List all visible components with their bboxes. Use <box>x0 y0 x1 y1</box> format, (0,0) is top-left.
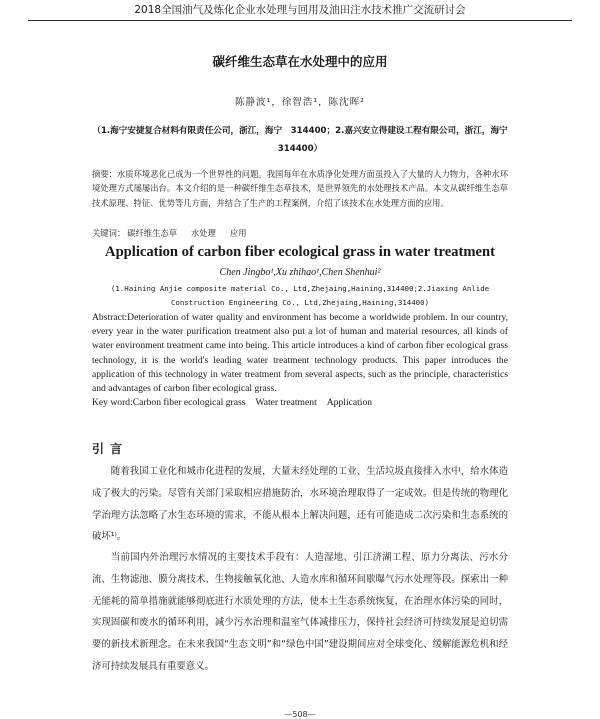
en-abstract: Abstract:Deterioration of water quality and environment has become a worldwide problem. In our country, every year in the water purification treatment also put a lot of human and material resources, all kinds of water environment treatment came into being. This article introduces a kind of carbon fiber ecological grass technology, it is the world's leading water treatment technology products. This paper introduces the application of this technology in water treatment from several aspects, such as the principle, characteristics and advantages of carbon fiber ecological grass. <box>92 312 508 395</box>
en-keywords <box>92 396 508 410</box>
en-authors: Chen Jingbo¹,Xu zhihao¹,Chen Shenhui² <box>219 267 381 278</box>
cn-abstract: 摘要：水质环境恶化已成为一个世界性的问题。我国每年在水质净化处理方面虽投入了大量的人力物力，各种水环境处理方式屡屡出台。本文介绍的是一种碳纤维生态草技术，是世界领先的水处理技术产品。本文从碳纤维生态草技术原理、特征、优势等几方面，并结合了生产的工程案例，介绍了该技术在水处理方面的应用。 <box>92 169 508 208</box>
cn-keyword: 碳纤维生态草 <box>127 228 177 238</box>
cn-affiliation: （1.海宁安捷复合材料有限责任公司，浙江，海宁 314400；2.嘉兴安立得建设工程有限公司，浙江，海宁 314400） <box>92 126 517 154</box>
body-paragraph: 当前国内外治理污水情况的主要技术手段有：人造湿地、引江济湖工程、原力分离法、污水分流、生物滤池、膜分离技术、生物接触氧化池、人造水库和循环间歇曝气污水处理等段。探索出一种无能耗的简单措施就能够彻底进行水质处理的方法，使本土生态系统恢复，在治理水体污染的同时，实现固碳和废水的循环利用，减少污水治理和温室气体减排压力，保持社会经济可持续发展是迫切需要的新技术新理念。在未来我国“生态文明”和“绿色中国”建设期间应对全球变化、缓解能源危机和经济可持续发展具有重要意义。 <box>92 552 508 672</box>
en-keyword: Application <box>326 397 373 408</box>
section-title: 引言 <box>92 442 129 456</box>
cn-title: 碳纤维生态草在水处理中的应用 <box>212 54 388 69</box>
en-keywords-label: Key word: <box>92 397 133 408</box>
page-header: 2018全国油气及炼化企业水处理与回用及油田注水技术推广交流研讨会 <box>28 2 572 21</box>
cn-keywords-label: 关键词： <box>92 228 126 238</box>
cn-keywords <box>92 226 508 240</box>
en-title: Application of carbon fiber ecological grass in water treatment <box>105 244 495 260</box>
body-paragraph: 随着我国工业化和城市化进程的发展，大量未经处理的工业、生活垃圾直接排入水中，给水体造成了极大的污染。尽管有关部门采取相应措施防治，水环境治理取得了一定成效。但是传统的物理化学治理方法忽略了水生态环境的需求，不能从根本上解决问题，还有可能造成二次污染和生态系统的破坏¹⁾。 <box>92 466 508 543</box>
en-keyword: Water treatment <box>255 397 317 408</box>
cn-authors: 陈静波¹，徐智浩¹，陈沈晖² <box>235 97 365 108</box>
cn-keyword: 应用 <box>229 228 247 238</box>
en-keyword: Carbon fiber ecological grass <box>132 397 246 408</box>
cn-keyword: 水处理 <box>191 228 216 238</box>
en-affiliation: (1.Haining Anjie composite material Co., Ltd,Zhejaing,Haining,314400;2.Jiaxing Anlide Construction Engineering Co., Ltd,Zhejaing,Haining,314400) <box>110 284 490 307</box>
page-number: —508— <box>284 710 316 719</box>
